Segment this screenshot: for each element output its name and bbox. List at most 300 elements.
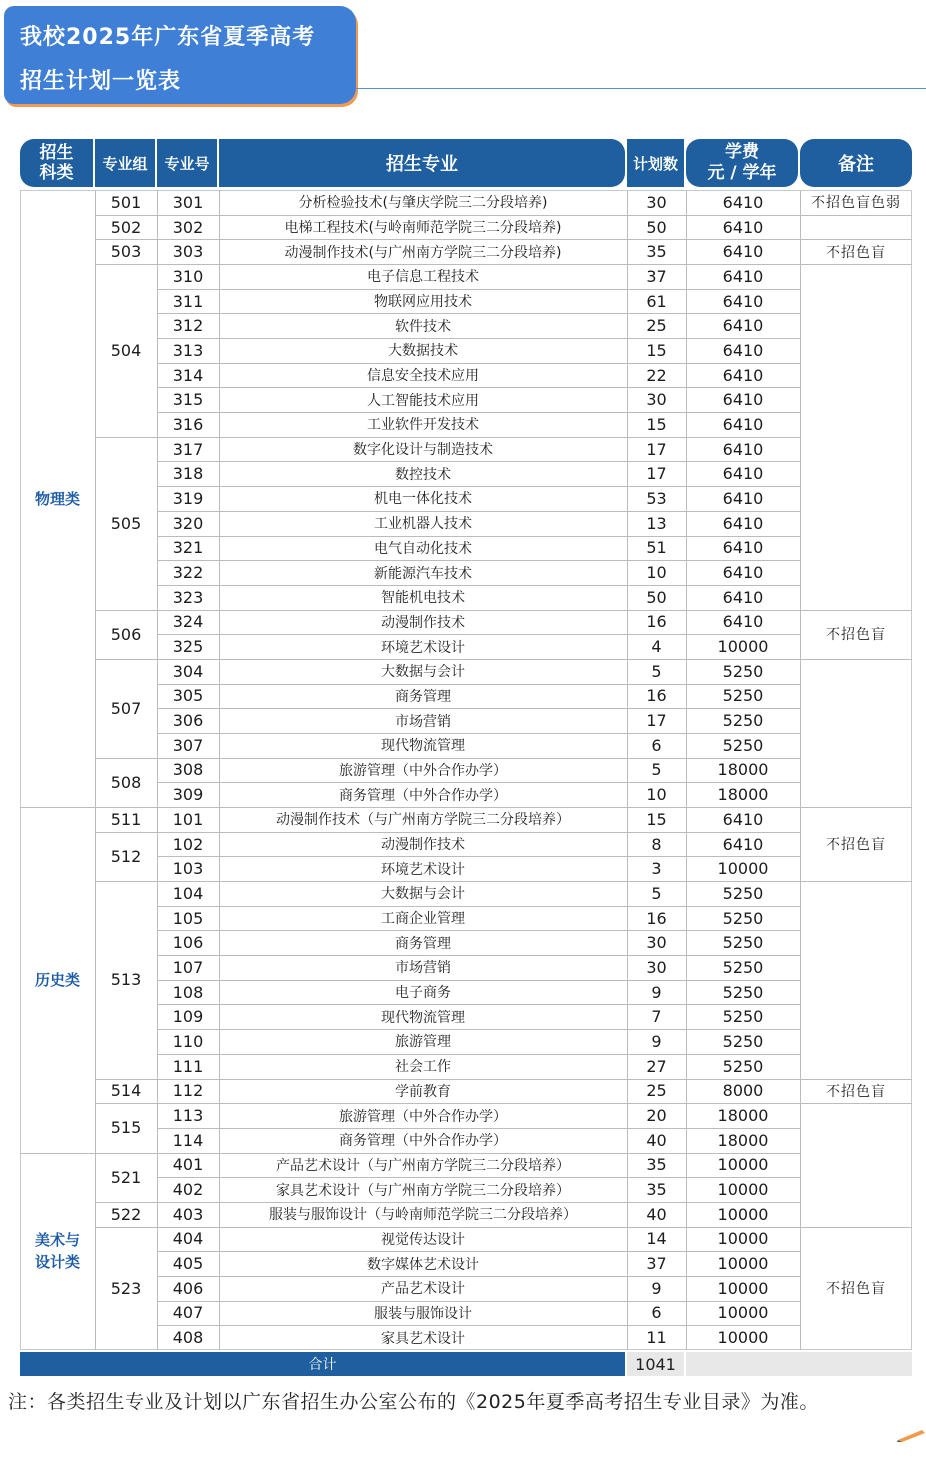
- table-cell-plan: 10: [646, 563, 667, 583]
- row-divider: [157, 215, 800, 216]
- table-cell-fee: 5250: [722, 735, 764, 755]
- row-divider: [95, 758, 157, 759]
- row-divider: [95, 1227, 157, 1228]
- table-cell-plan: 17: [646, 464, 667, 484]
- table-cell-code: 106: [172, 933, 204, 953]
- row-divider: [157, 289, 800, 290]
- table-cell-fee: 6410: [722, 488, 764, 508]
- table-cell-fee: 5250: [722, 933, 764, 953]
- table-cell-code: 405: [172, 1254, 204, 1274]
- table-cell-major: 动漫制作技术: [381, 614, 465, 631]
- table-cell-code: 111: [172, 1056, 204, 1076]
- table-cell-major: 新能源汽车技术: [374, 565, 472, 582]
- table-cell-major: 社会工作: [395, 1059, 451, 1076]
- table-cell-code: 320: [172, 513, 204, 533]
- row-divider: [157, 1103, 800, 1104]
- table-cell-major: 商务管理（中外合作办学）: [339, 1133, 507, 1150]
- table-cell-code: 304: [172, 661, 204, 681]
- row-divider: [95, 659, 157, 660]
- table-cell-group: 514: [110, 1081, 142, 1101]
- table-cell-fee: 18000: [717, 760, 769, 780]
- table-cell-code: 110: [172, 1031, 204, 1051]
- row-divider: [157, 1276, 800, 1277]
- table-cell-code: 309: [172, 785, 204, 805]
- table-cell-plan: 22: [646, 365, 667, 385]
- row-divider: [157, 264, 800, 265]
- table-cell-fee: 6410: [722, 513, 764, 533]
- table-cell-code: 408: [172, 1328, 204, 1348]
- row-divider: [157, 684, 800, 685]
- table-cell-major: 旅游管理（中外合作办学）: [339, 762, 507, 779]
- table-cell-code: 317: [172, 439, 204, 459]
- header-major: 招生专业: [219, 139, 625, 187]
- table-cell-fee: 10000: [717, 1180, 769, 1200]
- row-divider: [157, 437, 800, 438]
- table-cell-plan: 50: [646, 217, 667, 237]
- table-cell-code: 404: [172, 1229, 204, 1249]
- table-cell-fee: 6410: [722, 340, 764, 360]
- table-cell-group: 501: [110, 192, 142, 212]
- table-cell-code: 301: [172, 192, 204, 212]
- table-cell-plan: 16: [646, 686, 667, 706]
- table-cell-category: 物理类: [34, 489, 80, 508]
- row-divider: [157, 1054, 800, 1055]
- table-cell-major: 电气自动化技术: [374, 540, 472, 557]
- table-cell-major: 动漫制作技术（与广州南方学院三二分段培养）: [276, 812, 570, 829]
- table-cell-note: 不招色盲: [826, 1281, 886, 1298]
- table-cell-plan: 5: [651, 661, 662, 681]
- table-cell-major: 数字媒体艺术设计: [367, 1256, 479, 1273]
- row-divider: [95, 1103, 157, 1104]
- row-divider: [157, 733, 800, 734]
- table-cell-fee: 6410: [722, 439, 764, 459]
- table-cell-major: 人工智能技术应用: [367, 392, 479, 409]
- table-cell-group: 523: [110, 1278, 142, 1298]
- table-cell-fee: 6410: [722, 612, 764, 632]
- table-cell-code: 325: [172, 637, 204, 657]
- table-cell-major: 服装与服饰设计（与岭南师范学院三二分段培养）: [269, 1207, 577, 1224]
- table-cell-group: 506: [110, 624, 142, 644]
- table-cell-fee: 10000: [717, 1328, 769, 1348]
- table-cell-code: 403: [172, 1204, 204, 1224]
- table-cell-group: 504: [110, 340, 142, 360]
- table-cell-major: 市场营销: [395, 960, 451, 977]
- table-cell-code: 306: [172, 711, 204, 731]
- table-cell-code: 305: [172, 686, 204, 706]
- row-divider: [157, 536, 800, 537]
- table-cell-code: 324: [172, 612, 204, 632]
- table-cell-fee: 5250: [722, 661, 764, 681]
- table-cell-note: [800, 881, 912, 1078]
- table-cell-major: 大数据与会计: [381, 886, 465, 903]
- row-divider: [800, 264, 912, 265]
- table-cell-fee: 10000: [717, 637, 769, 657]
- table-cell-plan: 16: [646, 908, 667, 928]
- table-cell-fee: 5250: [722, 1056, 764, 1076]
- row-divider: [157, 980, 800, 981]
- row-divider: [95, 239, 157, 240]
- pencil-icon: [896, 1428, 926, 1442]
- table-cell-major: 工商企业管理: [381, 911, 465, 928]
- table-cell-group: 513: [110, 970, 142, 990]
- row-divider: [95, 1079, 157, 1080]
- table-cell-major: 动漫制作技术: [381, 837, 465, 854]
- table-cell-fee: 6410: [722, 266, 764, 286]
- title-line-1: 我校2025年广东省夏季高考: [20, 25, 316, 50]
- row-divider: [157, 1079, 800, 1080]
- table-cell-code: 321: [172, 538, 204, 558]
- table-cell-plan: 30: [646, 390, 667, 410]
- table-cell-fee: 6410: [722, 365, 764, 385]
- table-cell-note: 不招色盲: [826, 837, 886, 854]
- row-divider: [95, 610, 157, 611]
- table-cell-plan: 10: [646, 785, 667, 805]
- header-fee: 学费 元 / 学年: [686, 139, 798, 187]
- table-cell-major: 现代物流管理: [381, 1009, 465, 1026]
- table-cell-major: 分析检验技术(与肇庆学院三二分段培养): [298, 195, 548, 212]
- row-divider: [800, 610, 912, 611]
- footnote: 注：各类招生专业及计划以广东省招生办公室公布的《2025年夏季高考招生专业目录》为准。: [8, 1391, 819, 1413]
- table-cell-plan: 9: [651, 1031, 662, 1051]
- table-cell-code: 316: [172, 414, 204, 434]
- table-cell-plan: 6: [651, 1303, 662, 1323]
- table-cell-group: 512: [110, 846, 142, 866]
- row-divider: [800, 1103, 912, 1104]
- row-divider: [157, 1227, 800, 1228]
- table-cell-plan: 35: [646, 1180, 667, 1200]
- header-plan: 计划数: [627, 139, 684, 187]
- table-cell-fee: 8000: [722, 1081, 764, 1101]
- table-cell-fee: 6410: [722, 217, 764, 237]
- table-cell-code: 315: [172, 390, 204, 410]
- table-cell-fee: 18000: [717, 1130, 769, 1150]
- table-cell-code: 310: [172, 266, 204, 286]
- row-divider: [157, 1153, 800, 1154]
- row-divider: [800, 215, 912, 216]
- table-cell-fee: 6410: [722, 587, 764, 607]
- table-cell-plan: 15: [646, 340, 667, 360]
- row-divider: [157, 239, 800, 240]
- table-cell-major: 信息安全技术应用: [367, 368, 479, 385]
- table-cell-major: 环境艺术设计: [381, 861, 465, 878]
- row-divider: [800, 881, 912, 882]
- table-cell-major: 电子信息工程技术: [367, 269, 479, 286]
- table-cell-group: 507: [110, 698, 142, 718]
- table-cell-major: 旅游管理（中外合作办学）: [339, 1108, 507, 1125]
- table-cell-fee: 5250: [722, 686, 764, 706]
- title-divider: [356, 88, 926, 89]
- table-cell-fee: 6410: [722, 834, 764, 854]
- table-cell-major: 家具艺术设计（与广州南方学院三二分段培养）: [276, 1182, 570, 1199]
- row-divider: [157, 906, 800, 907]
- table-cell-code: 104: [172, 883, 204, 903]
- table-cell-note: 不招色盲: [826, 627, 886, 644]
- table-cell-plan: 5: [651, 883, 662, 903]
- row-divider: [157, 585, 800, 586]
- table-cell-fee: 10000: [717, 1303, 769, 1323]
- row-divider: [95, 437, 157, 438]
- table-cell-fee: 10000: [717, 1254, 769, 1274]
- table-cell-code: 312: [172, 316, 204, 336]
- table-cell-major: 机电一体化技术: [374, 491, 472, 508]
- row-divider: [95, 881, 157, 882]
- table-cell-major: 数控技术: [395, 466, 451, 483]
- table-cell-major: 智能机电技术: [381, 590, 465, 607]
- row-divider: [157, 1029, 800, 1030]
- row-divider: [157, 412, 800, 413]
- total-filler: [686, 1352, 912, 1376]
- row-divider: [157, 659, 800, 660]
- table-cell-major: 软件技术: [395, 318, 451, 335]
- table-cell-plan: 51: [646, 538, 667, 558]
- table-cell-fee: 6410: [722, 390, 764, 410]
- title-banner: [4, 6, 356, 104]
- table-cell-fee: 10000: [717, 1229, 769, 1249]
- table-cell-code: 314: [172, 365, 204, 385]
- table-cell-fee: 6410: [722, 291, 764, 311]
- table-cell-plan: 50: [646, 587, 667, 607]
- row-divider: [157, 1251, 800, 1252]
- table-cell-major: 工业机器人技术: [374, 516, 472, 533]
- row-divider: [95, 1202, 157, 1203]
- table-cell-code: 112: [172, 1081, 204, 1101]
- table-cell-major: 服装与服饰设计: [374, 1305, 472, 1322]
- table-cell-major: 工业软件开发技术: [367, 417, 479, 434]
- table-cell-plan: 17: [646, 711, 667, 731]
- row-divider: [95, 215, 157, 216]
- table-cell-code: 105: [172, 908, 204, 928]
- row-divider: [157, 758, 800, 759]
- table-cell-plan: 14: [646, 1229, 667, 1249]
- table-cell-plan: 15: [646, 809, 667, 829]
- row-divider: [95, 1153, 157, 1154]
- table-cell-code: 307: [172, 735, 204, 755]
- table-cell-plan: 20: [646, 1106, 667, 1126]
- row-divider: [157, 363, 800, 364]
- table-cell-major: 视觉传达设计: [381, 1231, 465, 1248]
- table-cell-fee: 5250: [722, 908, 764, 928]
- table-cell-major: 家具艺术设计: [381, 1330, 465, 1347]
- table-cell-plan: 4: [651, 637, 662, 657]
- table-cell-note: 不招色盲: [826, 1083, 886, 1100]
- table-cell-group: 502: [110, 217, 142, 237]
- table-cell-major: 市场营销: [395, 713, 451, 730]
- row-divider: [95, 264, 157, 265]
- table-cell-plan: 37: [646, 1254, 667, 1274]
- table-cell-major: 动漫制作技术(与广州南方学院三二分段培养): [284, 244, 562, 261]
- table-cell-group: 521: [110, 1167, 142, 1187]
- table-cell-code: 101: [172, 809, 204, 829]
- table-cell-code: 114: [172, 1130, 204, 1150]
- table-cell-plan: 7: [651, 1007, 662, 1027]
- table-cell-code: 402: [172, 1180, 204, 1200]
- table-cell-group: 511: [110, 809, 142, 829]
- table-cell-plan: 53: [646, 488, 667, 508]
- table-cell-plan: 25: [646, 316, 667, 336]
- table-cell-note: [800, 1103, 912, 1226]
- table-cell-major: 旅游管理: [395, 1034, 451, 1051]
- table-cell-major: 商务管理: [395, 935, 451, 952]
- table-cell-plan: 35: [646, 1155, 667, 1175]
- title-line-2: 招生计划一览表: [20, 69, 182, 94]
- table-cell-plan: 13: [646, 513, 667, 533]
- table-cell-major: 大数据技术: [388, 343, 458, 360]
- row-divider: [157, 338, 800, 339]
- header-note: 备注: [800, 139, 912, 187]
- table-cell-fee: 10000: [717, 1155, 769, 1175]
- table-cell-plan: 6: [651, 735, 662, 755]
- row-divider: [157, 610, 800, 611]
- row-divider: [157, 387, 800, 388]
- table-cell-note: [800, 659, 912, 807]
- row-divider: [95, 807, 157, 808]
- table-cell-group: 508: [110, 772, 142, 792]
- table-cell-group: 522: [110, 1204, 142, 1224]
- row-divider: [157, 486, 800, 487]
- table-cell-plan: 5: [651, 760, 662, 780]
- table-cell-fee: 6410: [722, 464, 764, 484]
- header-group: 专业组: [95, 139, 155, 187]
- table-cell-plan: 40: [646, 1204, 667, 1224]
- table-cell-plan: 17: [646, 439, 667, 459]
- table-cell-group: 503: [110, 242, 142, 262]
- table-cell-code: 319: [172, 488, 204, 508]
- table-cell-major: 产品艺术设计: [381, 1281, 465, 1298]
- table-cell-major: 电梯工程技术(与岭南师范学院三二分段培养): [284, 220, 562, 236]
- table-cell-fee: 5250: [722, 1007, 764, 1027]
- row-divider: [157, 807, 800, 808]
- table-cell-plan: 15: [646, 414, 667, 434]
- row-divider: [157, 511, 800, 512]
- row-divider: [157, 708, 800, 709]
- table-cell-code: 303: [172, 242, 204, 262]
- table-cell-plan: 35: [646, 242, 667, 262]
- table-cell-fee: 6410: [722, 809, 764, 829]
- row-divider: [157, 1325, 800, 1326]
- table-cell-plan: 9: [651, 982, 662, 1002]
- table-cell-fee: 6410: [722, 316, 764, 336]
- table-cell-code: 308: [172, 760, 204, 780]
- row-divider: [95, 832, 157, 833]
- table-cell-code: 407: [172, 1303, 204, 1323]
- table-cell-plan: 3: [651, 859, 662, 879]
- table-cell-code: 318: [172, 464, 204, 484]
- row-divider: [800, 1227, 912, 1228]
- header-code: 专业号: [157, 139, 217, 187]
- table-cell-category: 历史类: [34, 970, 80, 989]
- row-divider: [800, 807, 912, 808]
- table-cell-code: 313: [172, 340, 204, 360]
- table-cell-note: 不招色盲色弱: [811, 195, 901, 212]
- table-cell-note: [800, 215, 912, 240]
- table-cell-major: 环境艺术设计: [381, 639, 465, 656]
- table-cell-fee: 6410: [722, 563, 764, 583]
- table-cell-major: 商务管理: [395, 688, 451, 705]
- table-cell-code: 401: [172, 1155, 204, 1175]
- table-cell-fee: 10000: [717, 1204, 769, 1224]
- table-cell-plan: 25: [646, 1081, 667, 1101]
- table-cell-group: 505: [110, 513, 142, 533]
- table-cell-plan: 27: [646, 1056, 667, 1076]
- table-cell-code: 109: [172, 1007, 204, 1027]
- row-divider: [157, 1177, 800, 1178]
- header-category: 招生 科类: [20, 139, 93, 187]
- table-cell-code: 102: [172, 834, 204, 854]
- table-cell-fee: 5250: [722, 982, 764, 1002]
- table-cell-fee: 18000: [717, 1106, 769, 1126]
- row-divider: [20, 807, 95, 808]
- row-divider: [157, 881, 800, 882]
- table-cell-fee: 5250: [722, 711, 764, 731]
- table-cell-major: 物联网应用技术: [374, 294, 472, 311]
- row-divider: [157, 313, 800, 314]
- table-cell-major: 大数据与会计: [381, 664, 465, 681]
- table-cell-note: [800, 264, 912, 610]
- table-cell-plan: 37: [646, 266, 667, 286]
- table-cell-plan: 8: [651, 834, 662, 854]
- table-cell-major: 产品艺术设计（与广州南方学院三二分段培养）: [276, 1157, 570, 1174]
- row-divider: [20, 1153, 95, 1154]
- table-cell-code: 311: [172, 291, 204, 311]
- row-divider: [157, 782, 800, 783]
- row-divider: [800, 659, 912, 660]
- table-cell-fee: 5250: [722, 1031, 764, 1051]
- row-divider: [157, 930, 800, 931]
- row-divider: [157, 1301, 800, 1302]
- table-cell-major: 现代物流管理: [381, 738, 465, 755]
- row-divider: [157, 634, 800, 635]
- table-cell-fee: 6410: [722, 538, 764, 558]
- table-cell-major: 电子商务: [395, 985, 451, 1002]
- row-divider: [157, 832, 800, 833]
- table-cell-fee: 6410: [722, 414, 764, 434]
- table-cell-plan: 11: [646, 1328, 667, 1348]
- row-divider: [800, 1079, 912, 1080]
- row-divider: [157, 1128, 800, 1129]
- row-divider: [157, 461, 800, 462]
- table-cell-plan: 30: [646, 933, 667, 953]
- table-cell-code: 322: [172, 563, 204, 583]
- row-divider: [157, 1004, 800, 1005]
- table-cell-code: 108: [172, 982, 204, 1002]
- table-cell-code: 113: [172, 1106, 204, 1126]
- table-cell-plan: 30: [646, 192, 667, 212]
- table-cell-major: 数字化设计与制造技术: [353, 442, 493, 459]
- table-cell-code: 107: [172, 957, 204, 977]
- row-divider: [157, 856, 800, 857]
- total-value: 1041: [627, 1352, 684, 1376]
- table-cell-code: 302: [172, 217, 204, 237]
- table-cell-plan: 40: [646, 1130, 667, 1150]
- row-divider: [157, 1202, 800, 1203]
- table-cell-plan: 16: [646, 612, 667, 632]
- table-cell-fee: 10000: [717, 859, 769, 879]
- table-cell-fee: 10000: [717, 1278, 769, 1298]
- table-cell-plan: 9: [651, 1278, 662, 1298]
- row-divider: [157, 955, 800, 956]
- table-cell-category: 美术与 设计类: [34, 1231, 80, 1272]
- total-label: 合计: [20, 1352, 625, 1376]
- row-divider: [157, 560, 800, 561]
- table-cell-code: 103: [172, 859, 204, 879]
- table-cell-group: 515: [110, 1118, 142, 1138]
- row-divider: [800, 239, 912, 240]
- table-cell-fee: 6410: [722, 242, 764, 262]
- table-cell-fee: 5250: [722, 957, 764, 977]
- table-cell-major: 学前教育: [395, 1083, 451, 1100]
- table-cell-code: 323: [172, 587, 204, 607]
- table-cell-plan: 30: [646, 957, 667, 977]
